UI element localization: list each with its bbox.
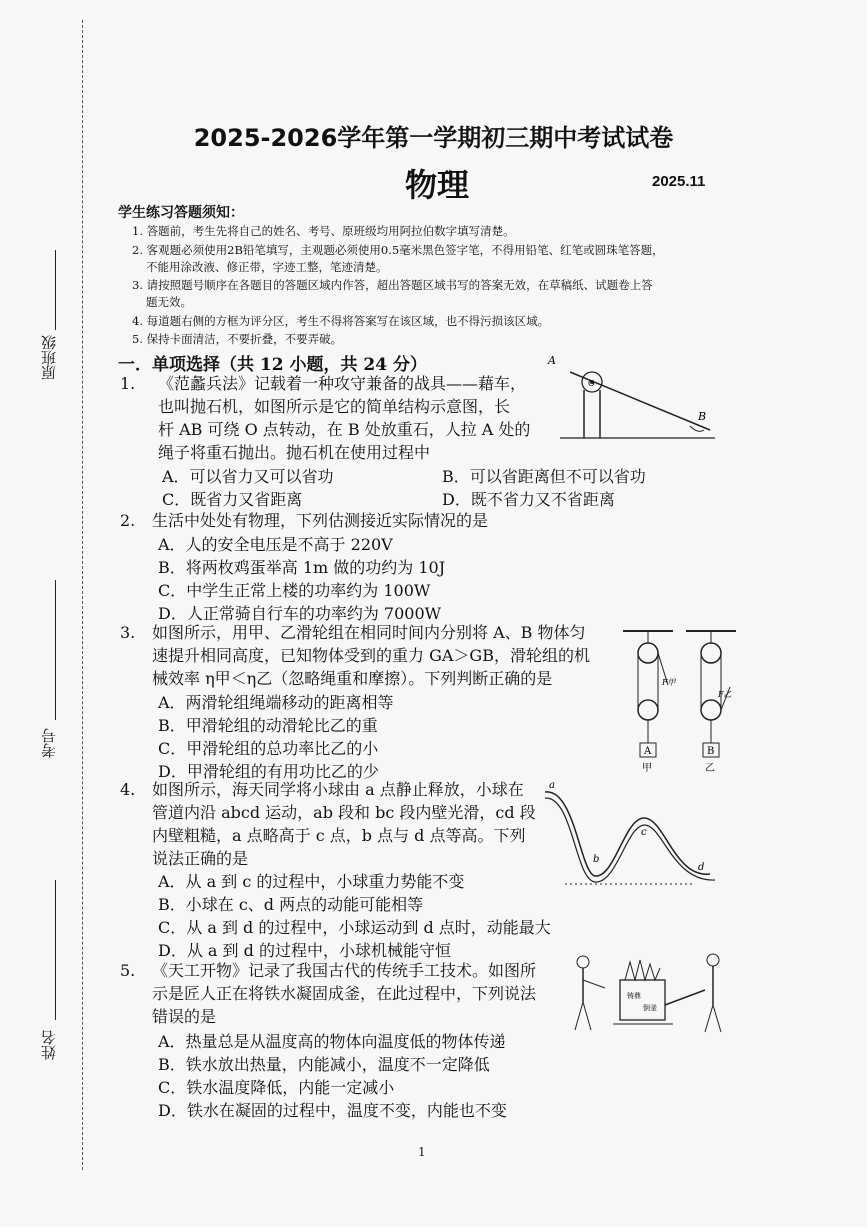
option-a: A．可以省力又可以省功 — [162, 467, 334, 486]
option-b: B．将两枚鸡蛋举高 1m 做的功约为 10J — [158, 558, 446, 577]
question-3-text — [152, 621, 590, 690]
subject-title: 物理 — [405, 166, 470, 204]
note-item: 1. 答题前，考生先将自己的姓名、考号、原班级均用阿拉伯数字填写清楚。 — [132, 224, 515, 238]
question-line: 械效率 η甲＜η乙（忽略绳重和摩擦）。下列判断正确的是 — [152, 669, 553, 688]
note-item: 4. 每道题右侧的方框为评分区，考生不得将答案写在该区域，也不得污损该区域。 — [132, 314, 550, 328]
question-2-text — [152, 509, 488, 532]
fig3-label-jia: 甲 — [642, 763, 652, 774]
craftsman-figure — [565, 950, 735, 1035]
name-underline — [55, 880, 56, 1020]
option-c: C．从 a 到 d 的过程中，小球运动到 d 点时，动能最大 — [158, 918, 551, 937]
question-line: 绳子将重石抛出。抛石机在使用过程中 — [158, 443, 431, 462]
question-number: 4. — [120, 780, 136, 799]
question-line: 生活中处处有物理，下列估测接近实际情况的是 — [152, 511, 489, 530]
option-c: C．既省力又省距离 — [162, 490, 303, 509]
option-c: C．铁水温度降低，内能一定减小 — [158, 1078, 395, 1097]
exam-date: 2025.11 — [652, 173, 706, 190]
track-figure — [545, 778, 725, 888]
question-number: 2. — [120, 511, 136, 530]
fig4-label-b: b — [593, 854, 600, 865]
option-a: A．从 a 到 c 的过程中，小球重力势能不变 — [158, 872, 465, 891]
question-line: 《范蠡兵法》记载着一种攻守兼备的战具——藉车， — [158, 374, 527, 393]
option-d: D．人正常骑自行车的功率约为 7000W — [158, 604, 442, 623]
class-underline — [55, 250, 56, 330]
option-b: B．可以省距离但不可以省功 — [442, 467, 646, 486]
fig3-label-fjia: F甲 — [662, 678, 676, 687]
option-d: D．铁水在凝固的过程中，温度不变，内能也不变 — [158, 1101, 507, 1120]
page-number: 1 — [418, 1145, 426, 1159]
class-label: 原班级 — [40, 335, 58, 380]
binding-margin-line — [82, 20, 83, 1170]
fig5-label-casting: 铸鼎 — [627, 992, 641, 1000]
option-a: A．两滑轮组绳端移动的距离相等 — [158, 693, 394, 712]
pulley-figure — [618, 625, 738, 775]
fig3-label-b: B — [707, 746, 715, 757]
fig5-label-pouring: 倒釜 — [643, 1004, 657, 1012]
fig3-label-a: A — [644, 746, 652, 757]
question-5-text — [152, 959, 536, 1028]
note-item: 2. 客观题必须使用2B铅笔填写，主观题必须使用0.5毫米黑色签字笔，不得用铅笔、红笔或圆珠笔答题， — [132, 243, 664, 257]
option-b: B．甲滑轮组的动滑轮比乙的重 — [158, 716, 378, 735]
question-line: 内壁粗糙，a 点略高于 c 点，b 点与 d 点等高。下列 — [152, 826, 526, 845]
question-4-text — [152, 778, 536, 870]
question-line: 《天工开物》记录了我国古代的传统手工技术。如图所 — [152, 961, 537, 980]
note-item: 题无效。 — [146, 295, 192, 309]
fig3-label-fyi: F乙 — [718, 690, 732, 699]
question-line: 如图所示，用甲、乙滑轮组在相同时间内分别将 A、B 物体匀 — [152, 623, 586, 642]
question-line: 管道内沿 abcd 运动，ab 段和 bc 段内壁光滑，cd 段 — [152, 803, 536, 822]
option-d: D．既不省力又不省距离 — [442, 490, 615, 509]
option-d: D．从 a 到 d 的过程中，小球机械能守恒 — [158, 941, 451, 960]
question-number: 3. — [120, 623, 136, 642]
question-number: 5. — [120, 961, 136, 980]
exam-title: 2025-2026学年第一学期初三期中考试试卷 — [193, 124, 674, 152]
fig1-label-a: A — [548, 354, 556, 367]
option-a: A．热量总是从温度高的物体向温度低的物体传递 — [158, 1032, 506, 1051]
exam-no-label: 考号 — [40, 728, 58, 758]
notes-heading: 学生练习答题须知： — [118, 205, 244, 221]
option-c: C．甲滑轮组的总功率比乙的小 — [158, 739, 379, 758]
fig4-label-c: c — [641, 827, 647, 838]
question-number: 1. — [120, 374, 136, 393]
fig1-label-o: O — [588, 379, 595, 388]
note-item: 3. 请按照题号顺序在各题目的答题区域内作答，超出答题区域书写的答案无效，在草稿纸、试题卷上答 — [132, 278, 653, 292]
fig4-label-d: d — [698, 862, 705, 873]
trebuchet-figure — [540, 350, 720, 445]
option-a: A．人的安全电压是不高于 220V — [158, 535, 393, 554]
section-heading: 一．单项选择（共 12 小题，共 24 分） — [118, 355, 427, 375]
note-item: 5. 保持卡面清洁，不要折叠，不要弄破。 — [132, 332, 343, 346]
question-line: 如图所示，海天同学将小球由 a 点静止释放，小球在 — [152, 780, 524, 799]
question-1-text — [158, 372, 530, 464]
option-c: C．中学生正常上楼的功率约为 100W — [158, 581, 431, 600]
option-d: D．甲滑轮组的有用功比乙的少 — [158, 762, 379, 781]
exam-no-underline — [55, 580, 56, 720]
option-b: B．小球在 c、d 两点的动能可能相等 — [158, 895, 424, 914]
note-item: 不能用涂改液、修正带，字迹工整，笔迹清楚。 — [146, 260, 388, 274]
fig4-label-a: a — [549, 780, 555, 791]
question-line: 错误的是 — [152, 1007, 217, 1026]
question-line: 示是匠人正在将铁水凝固成釜，在此过程中，下列说法 — [152, 984, 537, 1003]
option-b: B．铁水放出热量，内能减小，温度不一定降低 — [158, 1055, 490, 1074]
question-line: 也叫抛石机，如图所示是它的简单结构示意图，长 — [158, 397, 511, 416]
name-label: 姓名 — [40, 1030, 58, 1060]
fig3-label-yi: 乙 — [705, 763, 715, 774]
question-line: 说法正确的是 — [152, 849, 249, 868]
question-line: 杆 AB 可绕 O 点转动，在 B 处放重石，人拉 A 处的 — [158, 420, 531, 439]
question-line: 速提升相同高度，已知物体受到的重力 GA＞GB，滑轮组的机 — [152, 646, 590, 665]
fig1-label-b: B — [698, 410, 707, 423]
